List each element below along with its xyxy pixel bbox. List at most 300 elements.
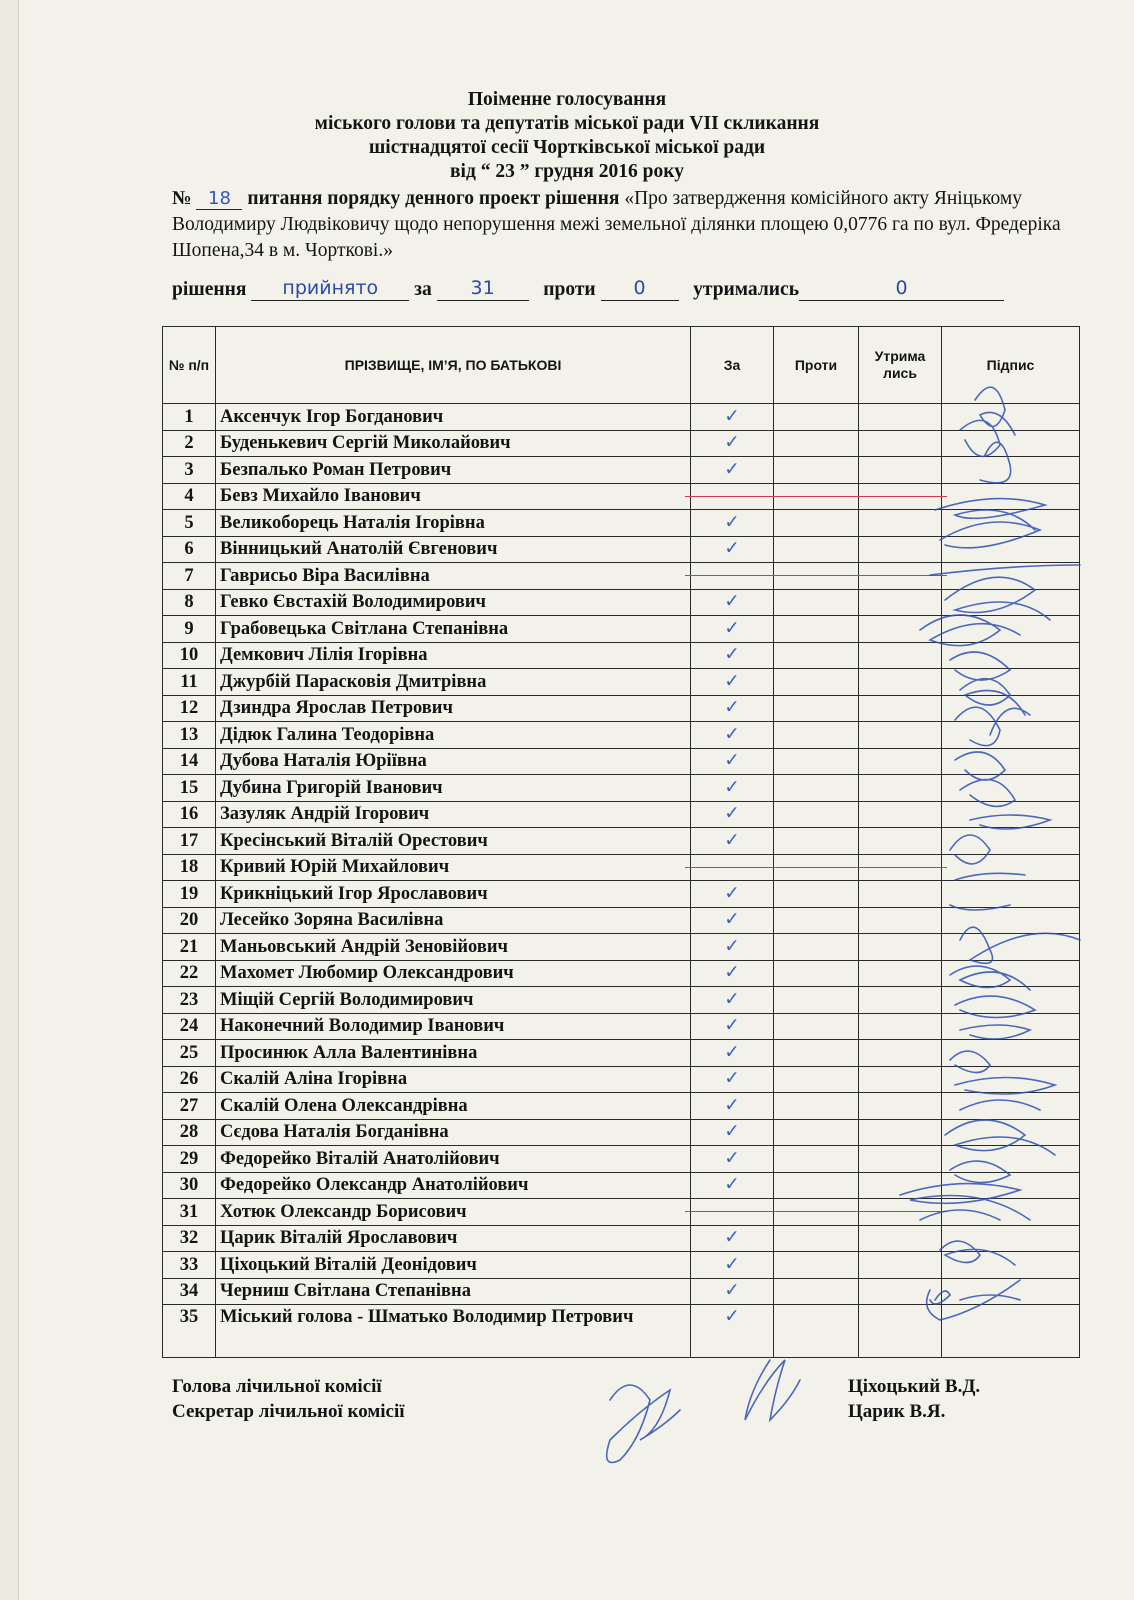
vote-abstain-cell bbox=[859, 1093, 942, 1120]
deputy-name: Вінницький Анатолій Євгенович bbox=[216, 536, 691, 563]
row-number: 3 bbox=[163, 457, 216, 484]
deputy-name: Кривий Юрій Михайлович bbox=[216, 854, 691, 881]
absent-strike-line bbox=[768, 867, 864, 868]
secretary-row bbox=[172, 1399, 1072, 1424]
vote-abstain-cell bbox=[859, 1066, 942, 1093]
vote-abstain-cell bbox=[859, 457, 942, 484]
check-mark-icon: ✓ bbox=[724, 511, 740, 533]
vote-against-cell bbox=[774, 669, 859, 696]
row-number: 20 bbox=[163, 907, 216, 934]
absent-strike-line bbox=[853, 575, 947, 576]
signature-cell bbox=[942, 589, 1080, 616]
decision-label: рішення bbox=[172, 279, 247, 300]
table-row bbox=[163, 430, 1080, 457]
row-number: 31 bbox=[163, 1199, 216, 1226]
absent-strike-line bbox=[853, 496, 947, 497]
absent-strike-line bbox=[853, 1211, 947, 1212]
check-mark-icon: ✓ bbox=[724, 723, 740, 745]
vote-for-cell bbox=[691, 854, 774, 881]
vote-for-cell bbox=[691, 1278, 774, 1305]
table-row bbox=[163, 642, 1080, 669]
vote-abstain-cell bbox=[859, 695, 942, 722]
vote-abstain-cell bbox=[859, 669, 942, 696]
vote-abstain-cell bbox=[859, 616, 942, 643]
agenda-label: питання порядку денного проект рішення bbox=[247, 188, 620, 209]
vote-against-cell bbox=[774, 775, 859, 802]
row-number: 10 bbox=[163, 642, 216, 669]
row-number: 17 bbox=[163, 828, 216, 855]
row-number: 28 bbox=[163, 1119, 216, 1146]
signature-cell bbox=[942, 907, 1080, 934]
signature-cell bbox=[942, 669, 1080, 696]
vote-for-cell bbox=[691, 457, 774, 484]
table-row bbox=[163, 1252, 1080, 1279]
deputy-name: Бевз Михайло Іванович bbox=[216, 483, 691, 510]
signature-cell bbox=[942, 616, 1080, 643]
signature-cell bbox=[942, 695, 1080, 722]
vote-against-cell bbox=[774, 695, 859, 722]
vote-abstain-cell bbox=[859, 722, 942, 749]
row-number: 25 bbox=[163, 1040, 216, 1067]
vote-against-cell bbox=[774, 1119, 859, 1146]
table-row bbox=[163, 960, 1080, 987]
check-mark-icon: ✓ bbox=[724, 935, 740, 957]
row-number: 14 bbox=[163, 748, 216, 775]
vote-against-cell bbox=[774, 563, 859, 590]
vote-for-cell bbox=[691, 881, 774, 908]
table-row bbox=[163, 881, 1080, 908]
deputy-name: Федорейко Олександр Анатолійович bbox=[216, 1172, 691, 1199]
vote-for-cell bbox=[691, 1172, 774, 1199]
vote-for-cell bbox=[691, 1066, 774, 1093]
vote-against-cell bbox=[774, 616, 859, 643]
deputy-name: Дубина Григорій Іванович bbox=[216, 775, 691, 802]
absent-strike-line bbox=[685, 1211, 779, 1212]
vote-abstain-cell bbox=[859, 1278, 942, 1305]
chair-name: Ціхоцький В.Д. bbox=[848, 1376, 981, 1397]
vote-for-cell bbox=[691, 748, 774, 775]
signature-cell bbox=[942, 1199, 1080, 1226]
table-row bbox=[163, 775, 1080, 802]
signature-cell bbox=[942, 987, 1080, 1014]
deputy-name: Маньовський Андрій Зеновійович bbox=[216, 934, 691, 961]
vote-against-cell bbox=[774, 483, 859, 510]
vote-against-cell bbox=[774, 430, 859, 457]
vote-against-cell bbox=[774, 1040, 859, 1067]
vote-against-cell bbox=[774, 1278, 859, 1305]
secretary-name: Царик В.Я. bbox=[848, 1401, 946, 1422]
vote-abstain-cell bbox=[859, 775, 942, 802]
for-count-value: 31 bbox=[437, 276, 529, 301]
table-row bbox=[163, 1040, 1080, 1067]
vote-for-cell bbox=[691, 1199, 774, 1226]
vote-against-cell bbox=[774, 1172, 859, 1199]
vote-for-cell bbox=[691, 801, 774, 828]
vote-for-cell bbox=[691, 642, 774, 669]
row-number: 30 bbox=[163, 1172, 216, 1199]
against-count-label: проти bbox=[543, 279, 596, 300]
vote-against-cell bbox=[774, 801, 859, 828]
absent-strike-line bbox=[685, 496, 779, 497]
row-number: 21 bbox=[163, 934, 216, 961]
vote-abstain-cell bbox=[859, 1119, 942, 1146]
vote-abstain-cell bbox=[859, 563, 942, 590]
vote-abstain-cell bbox=[859, 589, 942, 616]
deputy-name: Махомет Любомир Олександрович bbox=[216, 960, 691, 987]
vote-for-cell bbox=[691, 1305, 774, 1358]
deputy-name: Кресінський Віталій Орестович bbox=[216, 828, 691, 855]
vote-for-cell bbox=[691, 430, 774, 457]
signature-cell bbox=[942, 801, 1080, 828]
check-mark-icon: ✓ bbox=[724, 1147, 740, 1169]
table-row bbox=[163, 483, 1080, 510]
table-row bbox=[163, 722, 1080, 749]
check-mark-icon: ✓ bbox=[724, 776, 740, 798]
table-body bbox=[163, 404, 1080, 1358]
header-title: Поіменне голосування bbox=[467, 89, 667, 110]
deputy-name: Дубова Наталія Юріївна bbox=[216, 748, 691, 775]
row-number: 15 bbox=[163, 775, 216, 802]
row-number: 9 bbox=[163, 616, 216, 643]
vote-for-cell bbox=[691, 404, 774, 431]
table-row bbox=[163, 1066, 1080, 1093]
signature-cell bbox=[942, 457, 1080, 484]
table-row bbox=[163, 563, 1080, 590]
vote-for-cell bbox=[691, 589, 774, 616]
table-row bbox=[163, 404, 1080, 431]
row-number: 8 bbox=[163, 589, 216, 616]
vote-abstain-cell bbox=[859, 987, 942, 1014]
table-row bbox=[163, 1013, 1080, 1040]
signature-cell bbox=[942, 960, 1080, 987]
vote-abstain-cell bbox=[859, 483, 942, 510]
signature-cell bbox=[942, 1066, 1080, 1093]
vote-abstain-cell bbox=[859, 642, 942, 669]
header-date: від “ 23 ” грудня 2016 року bbox=[450, 161, 684, 182]
deputy-name: Буденькевич Сергій Миколайович bbox=[216, 430, 691, 457]
vote-abstain-cell bbox=[859, 536, 942, 563]
row-number: 27 bbox=[163, 1093, 216, 1120]
signature-cell bbox=[942, 510, 1080, 537]
vote-abstain-cell bbox=[859, 1305, 942, 1358]
signature-cell bbox=[942, 854, 1080, 881]
vote-against-cell bbox=[774, 1013, 859, 1040]
header-abstain: Утрима лись bbox=[859, 327, 942, 404]
vote-for-cell bbox=[691, 669, 774, 696]
row-number: 26 bbox=[163, 1066, 216, 1093]
row-number: 11 bbox=[163, 669, 216, 696]
table-row bbox=[163, 828, 1080, 855]
table-row bbox=[163, 1278, 1080, 1305]
vote-for-cell bbox=[691, 536, 774, 563]
table-row bbox=[163, 616, 1080, 643]
vote-abstain-cell bbox=[859, 1199, 942, 1226]
vote-abstain-cell bbox=[859, 1013, 942, 1040]
vote-for-cell bbox=[691, 563, 774, 590]
check-mark-icon: ✓ bbox=[724, 1280, 740, 1302]
vote-abstain-cell bbox=[859, 748, 942, 775]
vote-for-cell bbox=[691, 722, 774, 749]
vote-against-cell bbox=[774, 1093, 859, 1120]
table-row bbox=[163, 589, 1080, 616]
signature-cell bbox=[942, 881, 1080, 908]
check-mark-icon: ✓ bbox=[724, 988, 740, 1010]
row-number: 24 bbox=[163, 1013, 216, 1040]
absent-strike-line bbox=[853, 867, 947, 868]
decision-line bbox=[172, 276, 1072, 301]
row-number: 13 bbox=[163, 722, 216, 749]
vote-abstain-cell bbox=[859, 404, 942, 431]
vote-against-cell bbox=[774, 907, 859, 934]
vote-against-cell bbox=[774, 722, 859, 749]
vote-against-cell bbox=[774, 828, 859, 855]
decision-value: прийнято bbox=[251, 276, 409, 301]
table-row bbox=[163, 801, 1080, 828]
vote-abstain-cell bbox=[859, 1225, 942, 1252]
row-number: 16 bbox=[163, 801, 216, 828]
vote-abstain-cell bbox=[859, 1146, 942, 1173]
check-mark-icon: ✓ bbox=[724, 1227, 740, 1249]
vote-abstain-cell bbox=[859, 1172, 942, 1199]
row-number: 18 bbox=[163, 854, 216, 881]
deputy-name: Міський голова - Шматько Володимир Петрович bbox=[216, 1305, 691, 1358]
deputy-name: Скалій Олена Олександрівна bbox=[216, 1093, 691, 1120]
table-row bbox=[163, 934, 1080, 961]
vote-abstain-cell bbox=[859, 1040, 942, 1067]
counting-commission bbox=[172, 1374, 1072, 1424]
vote-against-cell bbox=[774, 510, 859, 537]
vote-against-cell bbox=[774, 987, 859, 1014]
for-count-label: за bbox=[414, 279, 432, 300]
deputy-name: Безпалько Роман Петрович bbox=[216, 457, 691, 484]
row-number: 19 bbox=[163, 881, 216, 908]
agenda-number-prefix: № bbox=[172, 188, 192, 209]
check-mark-icon: ✓ bbox=[724, 829, 740, 851]
deputy-name: Міщій Сергій Володимирович bbox=[216, 987, 691, 1014]
deputy-name: Дідюк Галина Теодорівна bbox=[216, 722, 691, 749]
against-count-value: 0 bbox=[601, 276, 679, 301]
absent-strike-line bbox=[685, 575, 779, 576]
vote-abstain-cell bbox=[859, 960, 942, 987]
vote-against-cell bbox=[774, 934, 859, 961]
deputy-name: Сєдова Наталія Богданівна bbox=[216, 1119, 691, 1146]
vote-for-cell bbox=[691, 1119, 774, 1146]
signature-cell bbox=[942, 775, 1080, 802]
vote-abstain-cell bbox=[859, 934, 942, 961]
check-mark-icon: ✓ bbox=[724, 1015, 740, 1037]
table-header-row bbox=[163, 327, 1080, 404]
deputy-name: Федорейко Віталій Анатолійович bbox=[216, 1146, 691, 1173]
deputy-name: Черниш Світлана Степанівна bbox=[216, 1278, 691, 1305]
vote-against-cell bbox=[774, 404, 859, 431]
agenda-number-handwritten: 18 bbox=[196, 189, 242, 210]
signature-cell bbox=[942, 1040, 1080, 1067]
deputy-name: Наконечний Володимир Іванович bbox=[216, 1013, 691, 1040]
signature-cell bbox=[942, 1252, 1080, 1279]
vote-against-cell bbox=[774, 457, 859, 484]
vote-abstain-cell bbox=[859, 801, 942, 828]
check-mark-icon: ✓ bbox=[724, 1174, 740, 1196]
vote-abstain-cell bbox=[859, 854, 942, 881]
check-mark-icon: ✓ bbox=[724, 882, 740, 904]
check-mark-icon: ✓ bbox=[724, 644, 740, 666]
check-mark-icon: ✓ bbox=[724, 1068, 740, 1090]
table-row bbox=[163, 1119, 1080, 1146]
check-mark-icon: ✓ bbox=[724, 1253, 740, 1275]
vote-for-cell bbox=[691, 1040, 774, 1067]
signature-cell bbox=[942, 430, 1080, 457]
vote-against-cell bbox=[774, 960, 859, 987]
abstain-count-label: утримались bbox=[693, 279, 800, 300]
vote-for-cell bbox=[691, 828, 774, 855]
vote-for-cell bbox=[691, 1093, 774, 1120]
vote-for-cell bbox=[691, 695, 774, 722]
signature-cell bbox=[942, 1146, 1080, 1173]
vote-for-cell bbox=[691, 483, 774, 510]
vote-for-cell bbox=[691, 616, 774, 643]
roll-call-table bbox=[162, 326, 1080, 1358]
row-number: 4 bbox=[163, 483, 216, 510]
check-mark-icon: ✓ bbox=[724, 670, 740, 692]
vote-against-cell bbox=[774, 1252, 859, 1279]
abstain-count-value: 0 bbox=[799, 276, 1004, 301]
deputy-name: Гевко Євстахій Володимирович bbox=[216, 589, 691, 616]
signature-cell bbox=[942, 1093, 1080, 1120]
header-name: ПРІЗВИЩЕ, ІМ’Я, ПО БАТЬКОВІ bbox=[216, 327, 691, 404]
table-row bbox=[163, 854, 1080, 881]
header-against: Проти bbox=[774, 327, 859, 404]
row-number: 7 bbox=[163, 563, 216, 590]
table-row bbox=[163, 536, 1080, 563]
document-header bbox=[0, 88, 1134, 184]
table-row bbox=[163, 669, 1080, 696]
deputy-name: Скалій Аліна Ігорівна bbox=[216, 1066, 691, 1093]
vote-for-cell bbox=[691, 1252, 774, 1279]
row-number: 6 bbox=[163, 536, 216, 563]
table-row bbox=[163, 510, 1080, 537]
vote-for-cell bbox=[691, 934, 774, 961]
vote-against-cell bbox=[774, 1199, 859, 1226]
vote-abstain-cell bbox=[859, 907, 942, 934]
table-row bbox=[163, 1146, 1080, 1173]
check-mark-icon: ✓ bbox=[724, 803, 740, 825]
vote-against-cell bbox=[774, 1066, 859, 1093]
header-signature: Підпис bbox=[942, 327, 1080, 404]
deputy-name: Джурбій Парасковія Дмитрівна bbox=[216, 669, 691, 696]
row-number: 34 bbox=[163, 1278, 216, 1305]
agenda-item bbox=[172, 186, 1072, 264]
absent-strike-line bbox=[685, 867, 779, 868]
signature-cell bbox=[942, 642, 1080, 669]
row-number: 22 bbox=[163, 960, 216, 987]
row-number: 12 bbox=[163, 695, 216, 722]
signature-cell bbox=[942, 722, 1080, 749]
signature-cell bbox=[942, 1119, 1080, 1146]
check-mark-icon: ✓ bbox=[724, 1094, 740, 1116]
table-row bbox=[163, 1305, 1080, 1358]
vote-abstain-cell bbox=[859, 828, 942, 855]
vote-for-cell bbox=[691, 1225, 774, 1252]
signature-cell bbox=[942, 1278, 1080, 1305]
vote-abstain-cell bbox=[859, 510, 942, 537]
table-row bbox=[163, 1093, 1080, 1120]
table-row bbox=[163, 907, 1080, 934]
row-number: 32 bbox=[163, 1225, 216, 1252]
table-row bbox=[163, 1225, 1080, 1252]
signature-cell bbox=[942, 1305, 1080, 1358]
table-row bbox=[163, 1172, 1080, 1199]
row-number: 23 bbox=[163, 987, 216, 1014]
row-number: 29 bbox=[163, 1146, 216, 1173]
check-mark-icon: ✓ bbox=[724, 1121, 740, 1143]
vote-against-cell bbox=[774, 642, 859, 669]
vote-for-cell bbox=[691, 510, 774, 537]
absent-strike-line bbox=[768, 1211, 864, 1212]
row-number: 35 bbox=[163, 1305, 216, 1358]
table-row bbox=[163, 987, 1080, 1014]
vote-for-cell bbox=[691, 775, 774, 802]
vote-against-cell bbox=[774, 1305, 859, 1358]
signature-cell bbox=[942, 1172, 1080, 1199]
secretary-label: Секретар лічильної комісії bbox=[172, 1401, 405, 1422]
deputy-name: Хотюк Олександр Борисович bbox=[216, 1199, 691, 1226]
check-mark-icon: ✓ bbox=[724, 617, 740, 639]
check-mark-icon: ✓ bbox=[724, 1306, 740, 1327]
signature-cell bbox=[942, 748, 1080, 775]
deputy-name: Гаврисьо Віра Василівна bbox=[216, 563, 691, 590]
deputy-name: Лесейко Зоряна Василівна bbox=[216, 907, 691, 934]
signature-cell bbox=[942, 1013, 1080, 1040]
check-mark-icon: ✓ bbox=[724, 962, 740, 984]
header-subtitle-session: шістнадцятої сесії Чортківської міської ради bbox=[368, 137, 766, 158]
chair-label: Голова лічильної комісії bbox=[172, 1376, 382, 1397]
vote-abstain-cell bbox=[859, 881, 942, 908]
vote-abstain-cell bbox=[859, 1252, 942, 1279]
deputy-name: Демкович Лілія Ігорівна bbox=[216, 642, 691, 669]
vote-for-cell bbox=[691, 907, 774, 934]
signature-cell bbox=[942, 404, 1080, 431]
vote-against-cell bbox=[774, 881, 859, 908]
check-mark-icon: ✓ bbox=[724, 538, 740, 560]
vote-against-cell bbox=[774, 1146, 859, 1173]
deputy-name: Ціхоцький Віталій Деонідович bbox=[216, 1252, 691, 1279]
table-row bbox=[163, 457, 1080, 484]
check-mark-icon: ✓ bbox=[724, 458, 740, 480]
vote-for-cell bbox=[691, 1013, 774, 1040]
table-row bbox=[163, 695, 1080, 722]
deputy-name: Дзиндра Ярослав Петрович bbox=[216, 695, 691, 722]
check-mark-icon: ✓ bbox=[724, 1041, 740, 1063]
vote-against-cell bbox=[774, 748, 859, 775]
vote-for-cell bbox=[691, 987, 774, 1014]
deputy-name: Великоборець Наталія Ігорівна bbox=[216, 510, 691, 537]
signature-cell bbox=[942, 483, 1080, 510]
deputy-name: Зазуляк Андрій Ігорович bbox=[216, 801, 691, 828]
vote-against-cell bbox=[774, 854, 859, 881]
vote-against-cell bbox=[774, 589, 859, 616]
row-number: 2 bbox=[163, 430, 216, 457]
check-mark-icon: ✓ bbox=[724, 432, 740, 454]
signature-cell bbox=[942, 563, 1080, 590]
row-number: 1 bbox=[163, 404, 216, 431]
row-number: 33 bbox=[163, 1252, 216, 1279]
check-mark-icon: ✓ bbox=[724, 591, 740, 613]
header-subtitle-council: міського голови та депутатів міської ради VII скликання bbox=[314, 113, 820, 134]
header-num: № п/п bbox=[163, 327, 216, 404]
check-mark-icon: ✓ bbox=[724, 697, 740, 719]
deputy-name: Просинюк Алла Валентинівна bbox=[216, 1040, 691, 1067]
deputy-name: Царик Віталій Ярославович bbox=[216, 1225, 691, 1252]
